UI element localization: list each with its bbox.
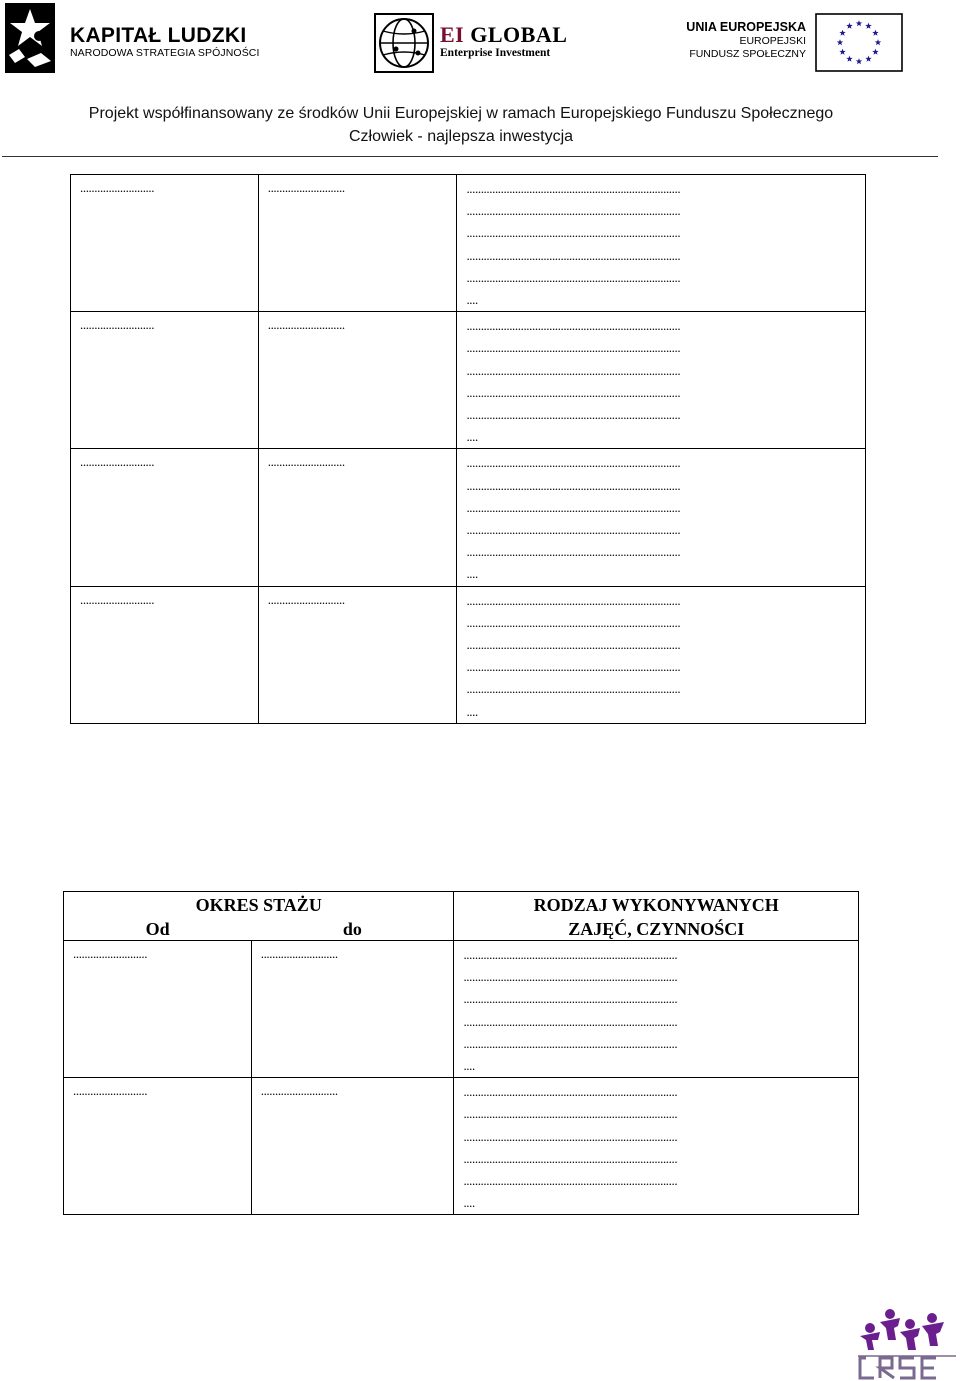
table-row <box>71 312 866 449</box>
activities-description-field[interactable] <box>457 175 866 312</box>
dotted-line: ........................................................................... <box>466 247 681 263</box>
header-divider <box>2 156 938 157</box>
dotted-line: ........................................................................... <box>466 225 681 241</box>
dotted-line: ........................................................................... <box>463 991 678 1007</box>
dotted-line: ........................................................................... <box>466 203 681 219</box>
eu-line-2: EUROPEJSKI <box>739 35 806 47</box>
logo-bar <box>0 0 960 145</box>
od-date-field[interactable]: .......................... <box>71 312 259 449</box>
do-date-field[interactable]: ........................... <box>258 586 457 723</box>
project-funding-line: Projekt współfinansowany ze środków Unii Europejskiej w ramach Europejskiego Funduszu Społecznego <box>88 105 834 122</box>
dotted-line: ........................................................................... <box>466 269 681 285</box>
header-rodzaj-line-1: RODZAJ WYKONYWANYCH <box>454 892 859 919</box>
dotted-line: .... <box>463 1195 475 1211</box>
dotted-line: ........................................................................... <box>466 384 681 400</box>
dotted-line: ........................................................................... <box>466 318 681 334</box>
do-date-field[interactable]: ........................... <box>258 312 457 449</box>
dotted-line: ........................................................................... <box>463 1013 678 1029</box>
od-date-field[interactable]: .......................... <box>71 586 259 723</box>
eu-flag-icon <box>815 13 903 72</box>
dotted-line: ........................................................................... <box>463 1150 678 1166</box>
dotted-line: ........................................................................... <box>466 522 681 538</box>
dotted-line: ........................................................................... <box>466 340 681 356</box>
dotted-line: ........................................................................... <box>466 592 681 608</box>
dotted-line: ........................................................................... <box>466 362 681 378</box>
dotted-line: ........................................................................... <box>466 499 681 515</box>
dotted-line: ........................................................................... <box>466 614 681 630</box>
ei-global-title-accent: EI <box>440 22 465 47</box>
eu-line-3: FUNDUSZ SPOŁECZNY <box>689 48 806 60</box>
do-date-field[interactable]: ........................... <box>251 941 454 1078</box>
ei-global-subtitle: Enterprise Investment <box>440 47 551 59</box>
dotted-line: .... <box>463 1058 475 1074</box>
header-do: do <box>251 919 454 941</box>
dotted-line: .... <box>466 292 478 308</box>
od-date-field[interactable]: .......................... <box>64 941 252 1078</box>
dotted-line: ........................................................................... <box>466 637 681 653</box>
kapital-ludzki-subtitle: NARODOWA STRATEGIA SPÓJNOŚCI <box>70 47 260 59</box>
header-rodzaj-line-2: ZAJĘĆ, CZYNNOŚCI <box>454 919 859 941</box>
header-okres-stazu: OKRES STAŻU <box>64 892 454 919</box>
table-row <box>71 449 866 586</box>
dotted-line: ........................................................................... <box>463 947 678 962</box>
dotted-line: ........................................................................... <box>466 659 681 675</box>
kapital-ludzki-logo-icon <box>5 3 55 73</box>
dotted-line: ........................................................................... <box>466 681 681 697</box>
internship-table-continued <box>70 174 866 724</box>
od-date-field[interactable]: .......................... <box>71 449 259 586</box>
dotted-line: ........................................................................... <box>466 455 681 471</box>
activities-description-field[interactable] <box>457 449 866 586</box>
eu-line-1: UNIA EUROPEJSKA <box>686 20 806 34</box>
dotted-line: ........................................................................... <box>463 1173 678 1189</box>
table-row <box>64 1078 859 1215</box>
dotted-line: ........................................................................... <box>466 477 681 493</box>
table-row <box>64 941 859 1078</box>
ei-global-title-rest: GLOBAL <box>464 22 568 47</box>
dotted-line: .... <box>466 566 478 582</box>
internship-table <box>63 891 859 1215</box>
activities-description-field[interactable] <box>454 941 859 1078</box>
do-date-field[interactable]: ........................... <box>258 449 457 586</box>
activities-description-field[interactable] <box>454 1078 859 1215</box>
dotted-line: .... <box>466 429 478 445</box>
dotted-line: ........................................................................... <box>463 1106 678 1122</box>
dotted-line: ........................................................................... <box>466 544 681 560</box>
dotted-line: ........................................................................... <box>463 1084 678 1100</box>
header-od: Od <box>64 919 252 941</box>
dotted-line: ........................................................................... <box>466 407 681 423</box>
ei-global-title <box>440 22 567 48</box>
dotted-line: ........................................................................... <box>463 1035 678 1051</box>
do-date-field[interactable]: ........................... <box>258 175 457 312</box>
do-date-field[interactable]: ........................... <box>251 1078 454 1215</box>
crse-logo-icon <box>856 1306 960 1381</box>
od-date-field[interactable]: .......................... <box>64 1078 252 1215</box>
eu-fund-text <box>660 20 806 61</box>
od-date-field[interactable]: .......................... <box>71 175 259 312</box>
dotted-line: ........................................................................... <box>463 969 678 985</box>
table-row <box>71 586 866 723</box>
activities-description-field[interactable] <box>457 586 866 723</box>
dotted-line: ........................................................................... <box>466 181 681 196</box>
project-slogan-line: Człowiek - najlepsza inwestycja <box>348 128 574 145</box>
dotted-line: .... <box>466 703 478 719</box>
kapital-ludzki-title: KAPITAŁ LUDZKI <box>70 24 247 47</box>
table-row <box>71 175 866 312</box>
activities-description-field[interactable] <box>457 312 866 449</box>
dotted-line: ........................................................................... <box>463 1128 678 1144</box>
ei-global-globe-icon <box>374 13 434 73</box>
